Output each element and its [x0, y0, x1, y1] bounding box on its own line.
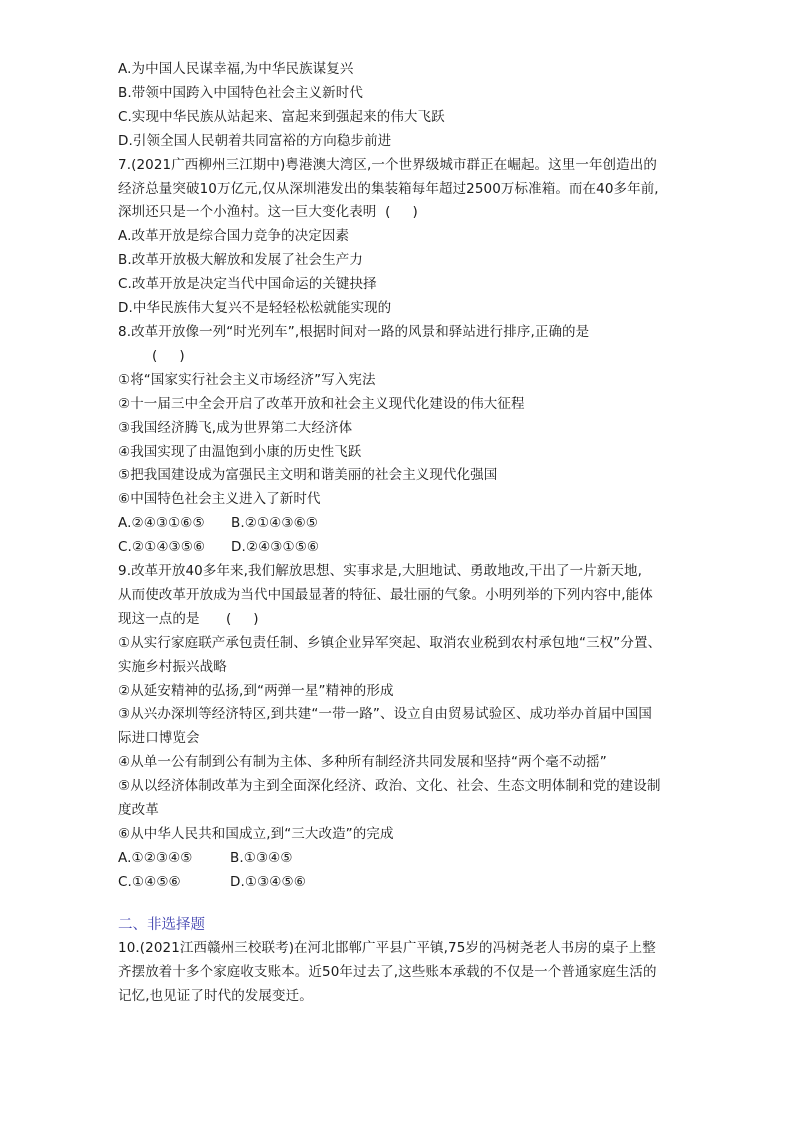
section-title: 二、非选择题	[118, 916, 205, 933]
q8-options-row	[118, 536, 678, 560]
q9-stem-line: 从而使改革开放成为当代中国最显著的特征、最壮丽的气象。小明列举的下列内容中,能体	[118, 586, 653, 603]
q9-item-5-cont: 度改革	[118, 802, 159, 819]
q10-stem-line: 记忆,也见证了时代的发展变迁。	[118, 987, 313, 1004]
q9-option-a: A.①②③④⑤	[118, 849, 193, 866]
q8-option-d: D.②④③①⑤⑥	[231, 539, 320, 556]
q6-option-c: C.实现中华民族从站起来、富起来到强起来的伟大飞跃	[118, 108, 445, 125]
q8-option-a: A.②④③①⑥⑤	[118, 515, 205, 532]
q8-item-2: ②十一届三中全会开启了改革开放和社会主义现代化建设的伟大征程	[118, 395, 525, 412]
q7-stem-line: 7.(2021广西柳州三江期中)粤港澳大湾区,一个世界级城市群正在崛起。这里一年创造出的	[118, 156, 657, 173]
question-10	[118, 937, 678, 1009]
q9-stem-line: 现这一点的是 ( )	[118, 610, 259, 627]
q8-answer-bracket: ( )	[152, 347, 185, 364]
q10-stem-line: 齐摆放着十多个家庭收支账本。近50年过去了,这些账本承载的不仅是一个普通家庭生活的	[118, 963, 657, 980]
q9-item-5: ⑤从以经济体制改革为主到全面深化经济、政治、文化、社会、生态文明体制和党的建设制	[118, 778, 661, 795]
q9-option-d: D.①③④⑤⑥	[230, 873, 306, 890]
q6-option-a: A.为中国人民谋幸福,为中华民族谋复兴	[118, 61, 354, 77]
q9-item-6: ⑥从中华人民共和国成立,到“三大改造”的完成	[118, 826, 394, 842]
q6-option-b: B.带领中国跨入中国特色社会主义新时代	[118, 84, 363, 101]
q8-item-5: ⑤把我国建设成为富强民主文明和谐美丽的社会主义现代化强国	[118, 467, 498, 484]
q9-options-row	[118, 847, 678, 871]
q9-item-2: ②从延安精神的弘扬,到“两弹一星”精神的形成	[118, 682, 394, 699]
q8-option-c: C.②①④③⑤⑥	[118, 539, 206, 556]
question-9	[118, 560, 678, 895]
exam-page	[118, 58, 678, 1008]
q8-options-row	[118, 512, 678, 536]
q9-item-1: ①从实行家庭联产承包责任制、乡镇企业异军突起、取消农业税到农村承包地“三权”分置、	[118, 634, 662, 651]
q8-stem-line: 8.改革开放像一列“时光列车”,根据时间对一路的风景和驿站进行排序,正确的是	[118, 323, 590, 340]
question-8	[118, 321, 678, 560]
q8-option-b: B.②①④③⑥⑤	[231, 515, 318, 532]
q7-option-a: A.改革开放是综合国力竞争的决定因素	[118, 228, 350, 245]
q8-item-4: ④我国实现了由温饱到小康的历史性飞跃	[118, 443, 362, 460]
q9-option-b: B.①③④⑤	[230, 849, 293, 866]
q9-item-3: ③从兴办深圳等经济特区,到共建“一带一路”、设立自由贸易试验区、成功举办首届中国国	[118, 706, 652, 723]
q7-option-b: B.改革开放极大解放和发展了社会生产力	[118, 252, 363, 269]
q6-option-d: D.引领全国人民朝着共同富裕的方向稳步前进	[118, 132, 392, 149]
q9-option-c: C.①④⑤⑥	[118, 873, 181, 890]
q7-stem-line: 经济总量突破10万亿元,仅从深圳港发出的集装箱每年超过2500万标准箱。而在40多年前,	[118, 180, 659, 197]
q8-item-1: ①将“国家实行社会主义市场经济”写入宪法	[118, 371, 376, 388]
q7-option-d: D.中华民族伟大复兴不是轻轻松松就能实现的	[118, 300, 392, 317]
q7-option-c: C.改革开放是决定当代中国命运的关键抉择	[118, 276, 377, 293]
q7-stem-line: 深圳还只是一个小渔村。这一巨大变化表明 ( )	[118, 204, 418, 221]
q8-item-6: ⑥中国特色社会主义进入了新时代	[118, 491, 321, 508]
q10-stem-line: 10.(2021江西赣州三校联考)在河北邯郸广平县广平镇,75岁的冯树尧老人书房的桌子上整	[118, 939, 656, 956]
q9-item-3-cont: 际进口博览会	[118, 730, 200, 747]
q9-item-1-cont: 实施乡村振兴战略	[118, 658, 227, 675]
question-7	[118, 154, 678, 321]
q6-options	[118, 58, 678, 154]
q8-item-3: ③我国经济腾飞,成为世界第二大经济体	[118, 419, 353, 436]
q9-stem-line: 9.改革开放40多年来,我们解放思想、实事求是,大胆地试、勇敢地改,干出了一片新天地,	[118, 563, 643, 580]
q9-item-4: ④从单一公有制到公有制为主体、多种所有制经济共同发展和坚持“两个毫不动摇”	[118, 754, 607, 771]
q9-options-row	[118, 871, 678, 895]
